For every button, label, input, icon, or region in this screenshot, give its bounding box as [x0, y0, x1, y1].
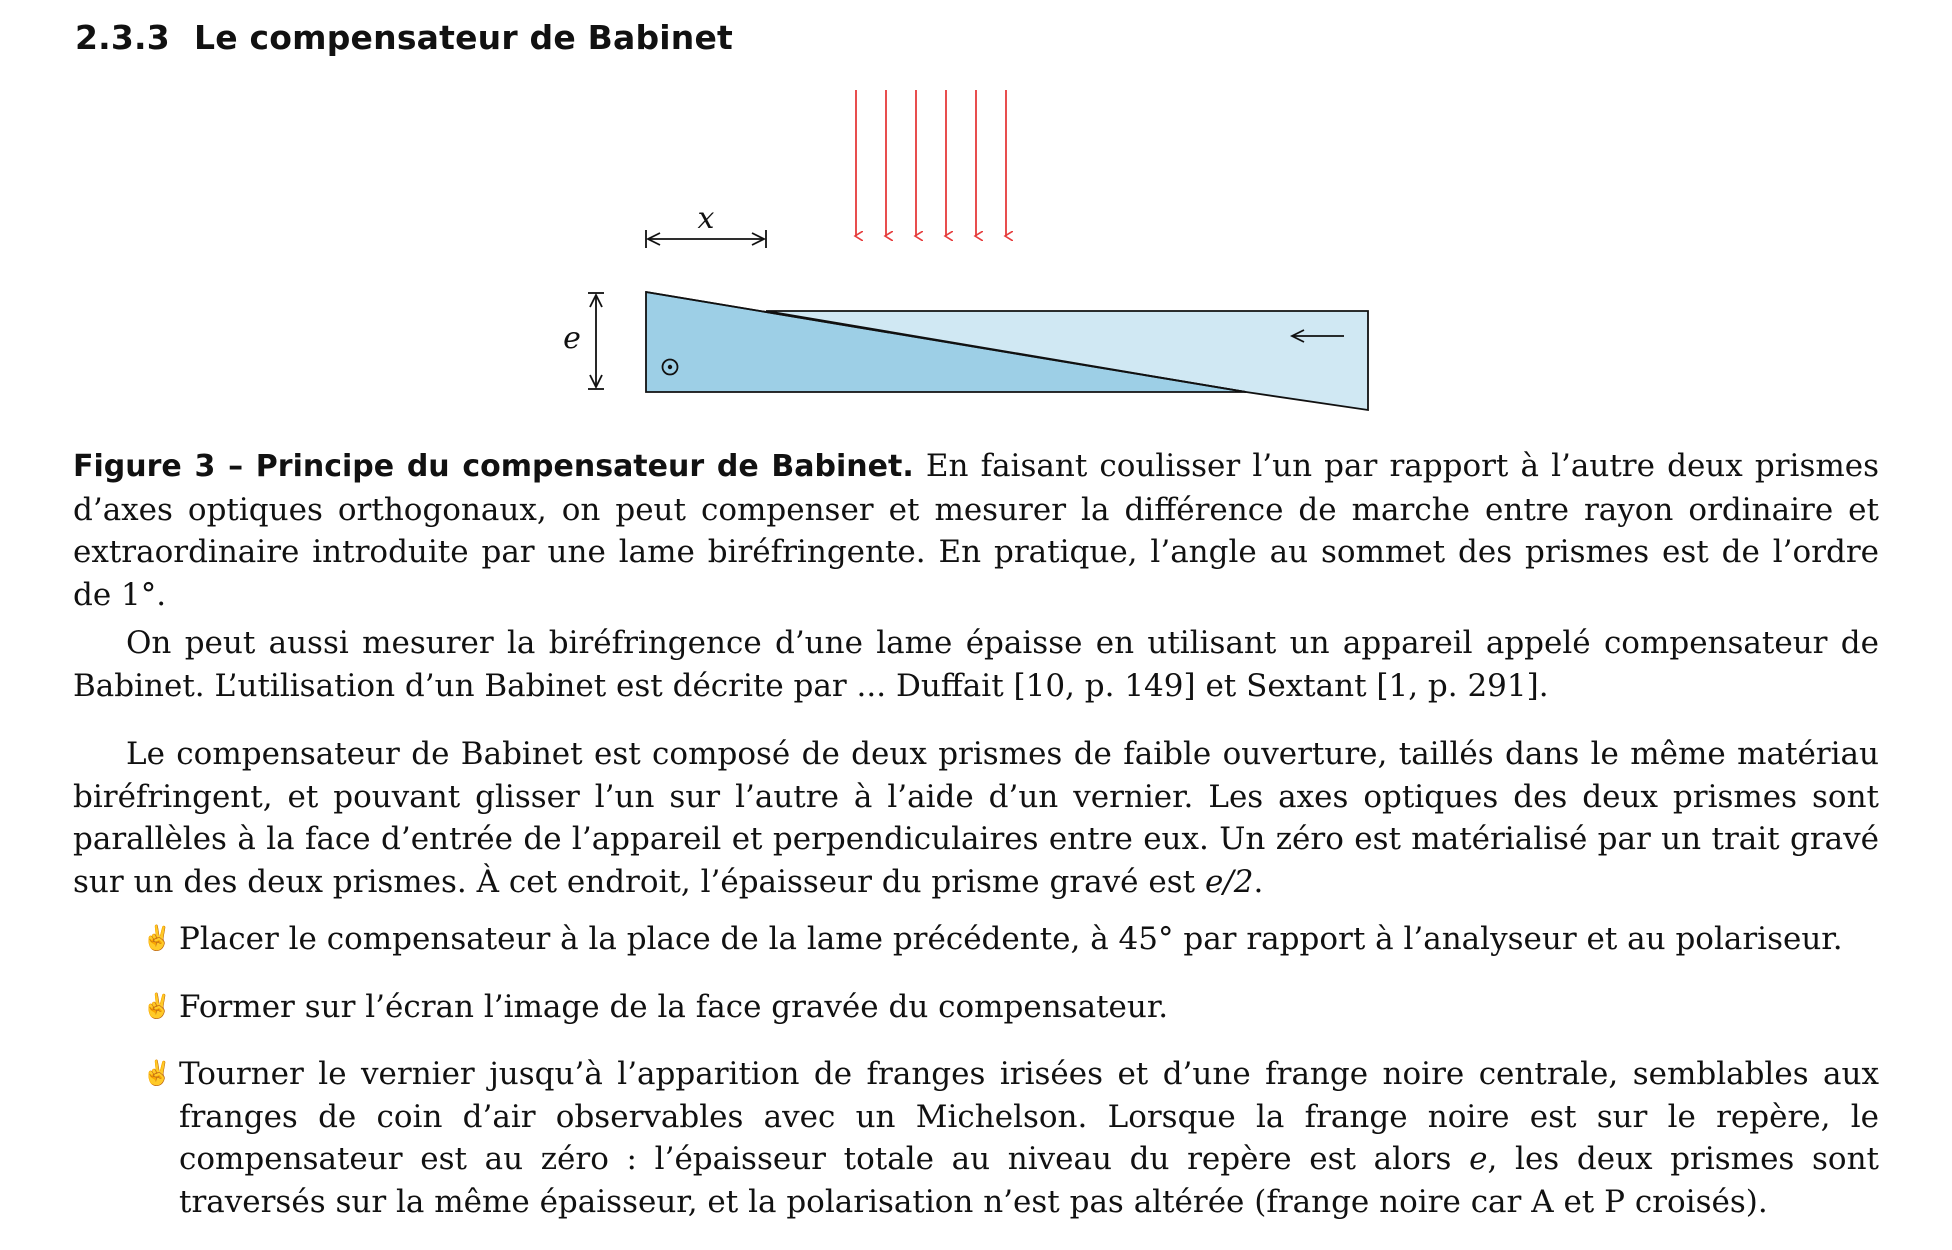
paragraph-2: [73, 733, 1879, 903]
list-item: [73, 1053, 1879, 1223]
paragraph-2-math: e/2: [1204, 863, 1254, 900]
figure-caption: [73, 445, 1879, 616]
list-item-text: Former sur l’écran l’image de la face gravée du compensateur.: [179, 988, 1169, 1025]
prisms: [646, 292, 1368, 410]
list-item-math: e: [1469, 1141, 1488, 1177]
caption-text: En faisant coulisser l’un par rapport à l’autre deux prismes d’axes optiques orthogonaux, on peut compenser et mesurer la différence de marche entre rayon ordinaire et extraordinaire introduite par une lame biréfringente. En pratique, l’angle au sommet des prismes est de l’ordre de 1°.: [73, 448, 1880, 613]
babinet-figure: [540, 80, 1400, 420]
victory-hand-icon: ✌: [142, 991, 172, 1020]
victory-hand-icon: ✌: [142, 924, 172, 952]
list-item-text: Placer le compensateur à la place de la lame précédente, à 45° par rapport à l’analyseur et au polariseur.: [179, 921, 1843, 957]
incident-rays: [856, 90, 1006, 236]
section-number: 2.3.3: [75, 18, 170, 57]
section-heading: [75, 18, 733, 57]
paragraph-1: On peut aussi mesurer la biréfringence d’une lame épaisse en utilisant un appareil appelé compensateur de Babinet. L’utilisation d’un Babinet est décrite par ... Duffait [10, p. 149] et Sextant [1, p. 291].: [73, 625, 1879, 704]
list-item-text: Tourner le vernier jusqu’à l’apparition de franges irisées et d’une frange noire centrale, semblables aux franges de coin d’air observables avec un Michelson. Lorsque la frange noire est sur le repère, le compensateur est au zéro : l’épaisseur totale au niveau du repère est alors: [179, 1056, 1879, 1177]
caption-label: Figure 3 – Principe du compensateur de Babinet.: [73, 449, 914, 484]
e-label: e: [563, 321, 581, 356]
paragraph-2-end: .: [1253, 863, 1264, 900]
section-title: Le compensateur de Babinet: [194, 18, 734, 57]
e-dimension: [563, 293, 604, 389]
victory-hand-icon: ✌: [142, 1059, 172, 1087]
paragraph-2-text: Le compensateur de Babinet est composé de deux prismes de faible ouverture, taillés dans le même matériau biréfringent, et pouvant glisser l’un sur l’autre à l’aide d’un vernier. Les axes optiques des deux prismes sont parallèles à la face d’entrée de l’appareil et perpendiculaires entre eux. Un zéro est matérialisé par un trait gravé sur un des deux prismes. À cet endroit, l’épaisseur du prisme gravé est: [73, 736, 1879, 900]
list-item: [73, 986, 1879, 1029]
babinet-diagram: [540, 80, 1400, 420]
x-label: x: [697, 201, 715, 236]
list-item-text-end: , les deux prismes sont traversés sur la même épaisseur, et la polarisation n’est pas altérée (frange noire car A et P croisés).: [179, 1141, 1879, 1220]
instruction-list: [73, 918, 1879, 1248]
list-item: [73, 918, 1879, 961]
x-dimension: [646, 201, 766, 248]
